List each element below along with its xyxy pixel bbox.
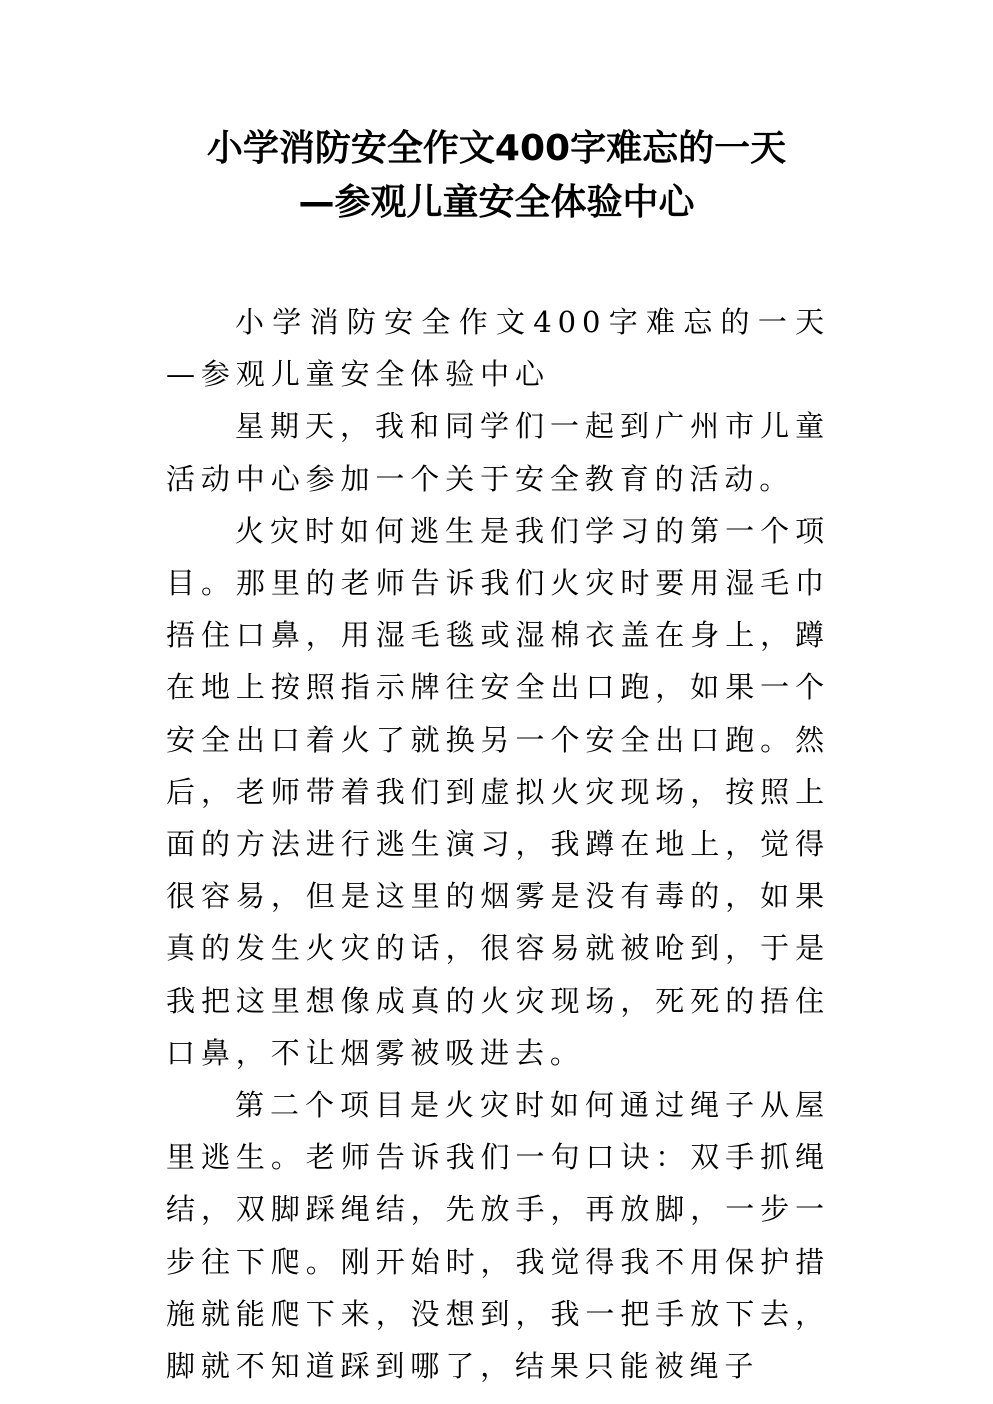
paragraph-fire-escape: 火灾时如何逃生是我们学习的第一个项目。那里的老师告诉我们火灾时要用湿毛巾捂住口鼻，用湿毛毯或湿棉衣盖在身上，蹲在地上按照指示牌往安全出口跑，如果一个安全出口着火了就换另一个安全出口跑。然后，老师带着我们到虚拟火灾现场，按照上面的方法进行逃生演习，我蹲在地上，觉得很容易，但是这里的烟雾是没有毒的，如果真的发生火灾的话，很容易就被呛到，于是我把这里想像成真的火灾现场，死死的捂住口鼻，不让烟雾被吸进去。 bbox=[166, 513, 830, 1070]
title-line-2: —参观儿童安全体验中心 bbox=[298, 182, 695, 223]
document-body bbox=[166, 296, 830, 1392]
document-title bbox=[0, 122, 993, 230]
paragraph-intro: 星期天，我和同学们一起到广州市儿童活动中心参加一个关于安全教育的活动。 bbox=[166, 409, 830, 496]
paragraph-subtitle: 小学消防安全作文400字难忘的一天—参观儿童安全体验中心 bbox=[166, 305, 830, 392]
title-line-1: 小学消防安全作文400字难忘的一天 bbox=[206, 128, 787, 169]
paragraph-rope-escape: 第二个项目是火灾时如何通过绳子从屋里逃生。老师告诉我们一句口诀：双手抓绳结，双脚踩绳结，先放手，再放脚，一步一步往下爬。刚开始时，我觉得我不用保护措施就能爬下来，没想到，我一把手放下去，脚就不知道踩到哪了，结果只能被绳子 bbox=[166, 1088, 830, 1384]
